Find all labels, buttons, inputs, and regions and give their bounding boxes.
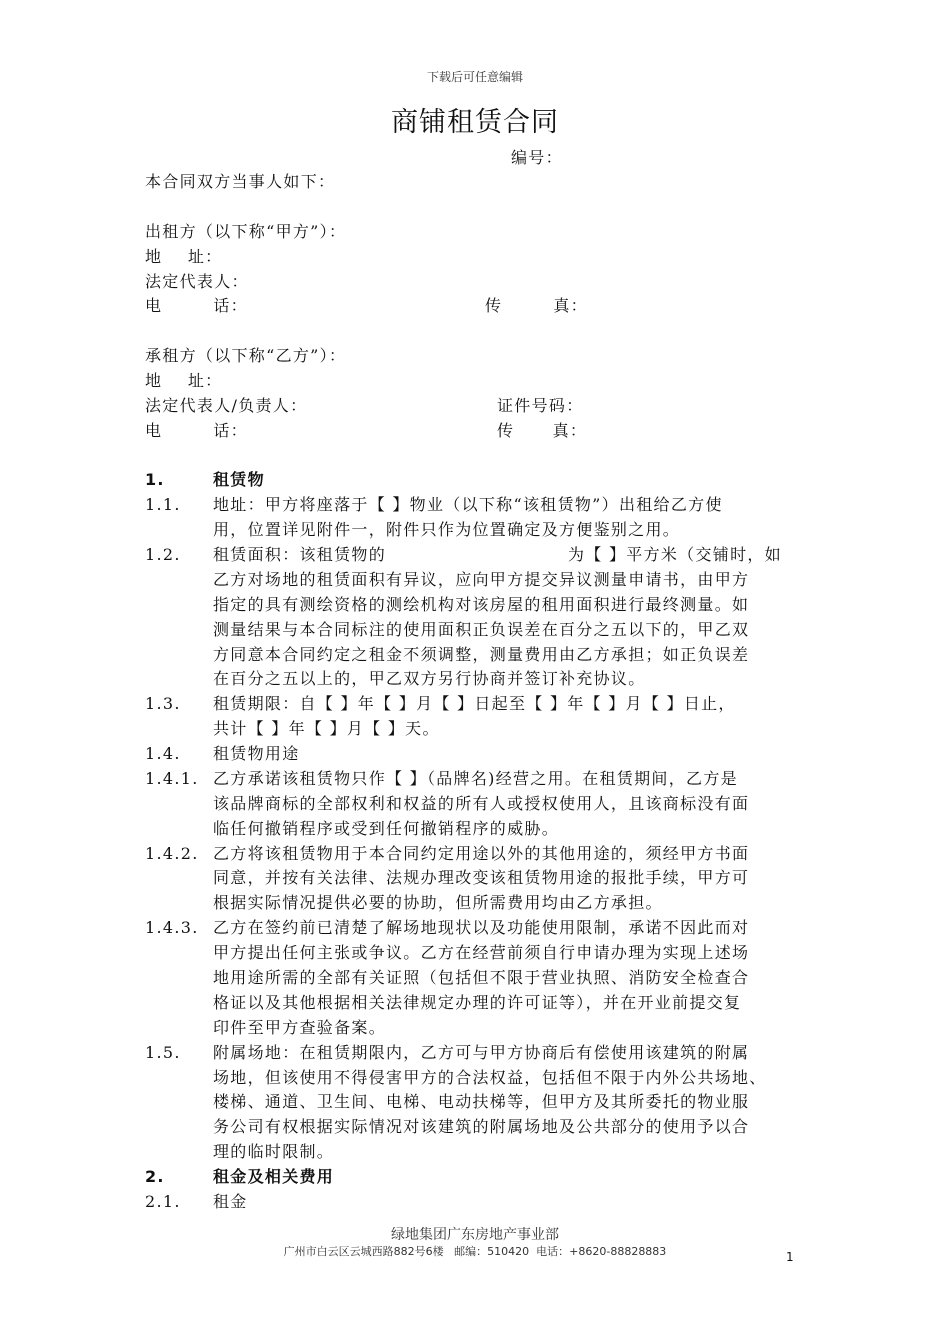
lessor-legal-rep: 法定代表人：	[145, 272, 249, 291]
clause-1-4-3-line: 乙方在签约前已清楚了解场地现状以及功能使用限制，承诺不因此而对	[213, 918, 750, 937]
document-title: 商铺租赁合同	[391, 107, 559, 138]
lessee-id-number: 证件号码：	[497, 396, 584, 415]
clause-1-4-number: 1.4.	[145, 744, 181, 763]
clause-1-4-3-line: 甲方提出任何主张或争议。乙方在经营前须自行申请办理为实现上述场	[213, 943, 750, 962]
section-2-number: 2.	[145, 1167, 165, 1186]
clause-1-2-line: 测量结果与本合同标注的使用面积正负误差在百分之五以下的，甲乙双	[213, 620, 750, 639]
clause-1-4-3-line: 地用途所需的全部有关证照（包括但不限于营业执照、消防安全检查合	[213, 968, 750, 987]
clause-1-4-3-line: 印件至甲方查验备案。	[213, 1018, 387, 1037]
intro-line: 本合同双方当事人如下：	[145, 172, 336, 191]
lessor-phone: 电 话：	[145, 296, 248, 315]
clause-2-1-number: 2.1.	[145, 1192, 181, 1211]
clause-1-5-line: 附属场地：在租赁期限内，乙方可与甲方协商后有偿使用该建筑的附属	[213, 1043, 750, 1062]
page-number: 1	[786, 1250, 794, 1264]
contract-number-label: 编号：	[511, 148, 563, 167]
clause-1-2-line: 为【 】平方米（交铺时，如	[568, 545, 782, 564]
clause-1-2-line: 在百分之五以上的，甲乙双方另行协商并签订补充协议。	[213, 669, 646, 688]
clause-1-3-line: 共计【 】年【 】月【 】天。	[213, 719, 440, 738]
clause-1-4-line: 租赁物用途	[213, 744, 300, 763]
clause-1-4-2-line: 乙方将该租赁物用于本合同约定用途以外的其他用途的，须经甲方书面	[213, 844, 750, 863]
lessor-heading: 出租方（以下称“甲方”）：	[145, 222, 347, 241]
lessee-heading: 承租方（以下称“乙方”）：	[145, 346, 347, 365]
clause-1-5-line: 务公司有权根据实际情况对该建筑的附属场地及公共部分的使用予以合	[213, 1117, 750, 1136]
lessee-legal-rep: 法定代表人/负责人：	[145, 396, 308, 415]
section-1-number: 1.	[145, 470, 165, 489]
clause-1-1-line: 地址：甲方将座落于【 】物业（以下称“该租赁物”）出租给乙方使	[213, 495, 723, 514]
clause-1-4-3-line: 格证以及其他根据相关法律规定办理的许可证等），并在开业前提交复	[213, 993, 742, 1012]
clause-1-1-number: 1.1.	[145, 495, 181, 514]
clause-1-2-line: 指定的具有测绘资格的测绘机构对该房屋的租用面积进行最终测量。如	[213, 595, 750, 614]
lessee-address: 地 址：	[145, 371, 223, 390]
page-header: 下载后可任意编辑	[426, 70, 523, 84]
section-1-title: 租赁物	[213, 470, 265, 489]
clause-1-5-line: 楼梯、通道、卫生间、电梯、电动扶梯等，但甲方及其所委托的物业服	[213, 1092, 750, 1111]
clause-1-5-line: 理的临时限制。	[213, 1142, 335, 1161]
footer-contact: 广州市白云区云城西路882号6楼 邮编：510420 电话：+8620-88828883	[283, 1245, 667, 1258]
clause-1-4-1-line: 临任何撤销程序或受到任何撤销程序的威胁。	[213, 819, 560, 838]
footer-company: 绿地集团广东房地产事业部	[391, 1227, 559, 1243]
clause-1-4-1-line: 该品牌商标的全部权利和权益的所有人或授权使用人，且该商标没有面	[213, 794, 750, 813]
clause-1-5-number: 1.5.	[145, 1043, 181, 1062]
clause-1-4-2-line: 根据实际情况提供必要的协助，但所需费用均由乙方承担。	[213, 893, 663, 912]
clause-1-4-1-number: 1.4.1.	[145, 769, 199, 788]
clause-2-1-line: 租金	[213, 1192, 248, 1211]
lessor-fax: 传 真：	[485, 296, 588, 315]
clause-1-2-line: 乙方对场地的租赁面积有异议，应向甲方提交异议测量申请书，由甲方	[213, 570, 750, 589]
clause-1-4-2-line: 同意，并按有关法律、法规办理改变该租赁物用途的报批手续，甲方可	[213, 868, 750, 887]
clause-1-4-3-number: 1.4.3.	[145, 918, 199, 937]
clause-1-3-line: 租赁期限：自【 】年【 】月【 】日起至【 】年【 】月【 】日止，	[213, 694, 736, 713]
section-2-title: 租金及相关费用	[213, 1167, 335, 1186]
clause-1-3-number: 1.3.	[145, 694, 181, 713]
clause-1-1-line: 用，位置详见附件一，附件只作为位置确定及方便鉴别之用。	[213, 520, 681, 539]
lessee-phone: 电 话：	[145, 421, 248, 440]
clause-1-4-1-line: 乙方承诺该租赁物只作【 】（品牌名)经营之用。在租赁期间，乙方是	[213, 769, 738, 788]
clause-1-4-2-number: 1.4.2.	[145, 844, 199, 863]
lessor-address: 地 址：	[145, 247, 223, 266]
lessee-fax: 传 真：	[497, 421, 588, 440]
clause-1-5-line: 场地，但该使用不得侵害甲方的合法权益，包括但不限于内外公共场地、	[213, 1068, 767, 1087]
clause-1-2-line: 租赁面积：该租赁物的	[213, 545, 387, 564]
clause-1-2-number: 1.2.	[145, 545, 181, 564]
clause-1-2-line: 方同意本合同约定之租金不须调整，测量费用由乙方承担；如正负误差	[213, 645, 750, 664]
